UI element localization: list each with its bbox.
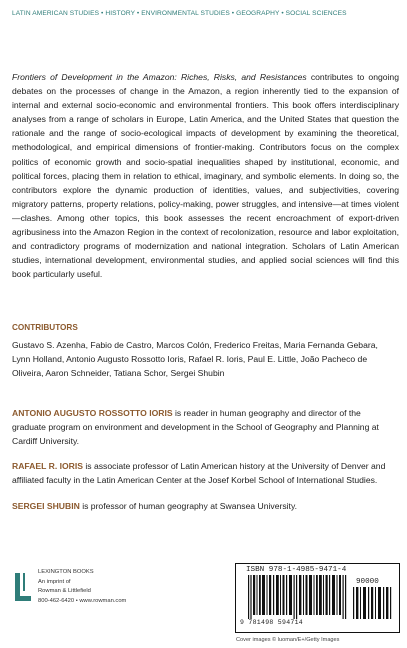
ean-barcode-icon bbox=[248, 575, 348, 619]
bio-text: is professor of human geography at Swansea University. bbox=[79, 501, 297, 511]
price-barcode-icon bbox=[353, 587, 393, 619]
publisher-contact: 800-462-6420 • www.rowman.com bbox=[38, 597, 127, 604]
bio-text: is associate professor of Latin American history at the University of Denver and affiliated faculty in the Latin American Center at the Josef Korbel School of International Studies. bbox=[12, 461, 386, 485]
cover-credit: Cover images © luoman/E+/Getty Images bbox=[236, 637, 340, 643]
publisher-parent: Rowman & Littlefield bbox=[38, 588, 91, 595]
contributors-heading: CONTRIBUTORS bbox=[12, 323, 78, 332]
description-body: contributes to ongoing debates on the processes of change in the Amazon, a region inherently tied to the expansion of internal and external socio-economic and environmental frontiers. This book offers interdisciplinary analyses from a range of scholars in Europe, Latin America, and the United States that question the rationale and the range of socio-ecological impacts of development by examining the theoretical, methodological, and empirical dimensions of frontier-making. Contributors focus on the complex politics of economic growth and socio-spatial inequalities shaped by institutional, economic, and political forces, placing them in relation to ethical, imaginary, and symbolic elements. In doing so, the contributors explore the dynamic production of identities, values, and subjectivities, covering migratory patterns, property relations, policy-making, power struggles, and intensive—at times violent—clashes. Among other topics, this book assesses the recent encroachment of export-driven agribusiness into the Amazon Region in the context of recolonization, resource and labor exploitation, and contradictory programs of modernization and national integration. Scholars of Latin American studies, international development, environmental studies, and applied social sciences will find this book particularly useful. bbox=[12, 72, 399, 280]
contributors-list: Gustavo S. Azenha, Fabio de Castro, Marcos Colón, Frederico Freitas, Maria Fernanda Gebara, Lynn Holland, Antonio Augusto Rossotto Ioris, Rafael R. Ioris, Paul E. Little, João Pacheco de Oliveira, Aaron Schneider, Tatiana Schor, Sergei Shubin bbox=[12, 340, 378, 378]
bio-name: ANTONIO AUGUSTO ROSSOTTO IORIS bbox=[12, 408, 173, 418]
bio-text: is reader in human geography and director of the graduate program on environment and development in the School of Geography and Planning at Cardiff University. bbox=[12, 408, 379, 446]
lexington-logo-icon bbox=[12, 571, 34, 605]
publisher-imprint: An imprint of bbox=[38, 578, 71, 585]
bio-name: RAFAEL R. IORIS bbox=[12, 461, 83, 471]
publisher-text bbox=[38, 568, 126, 606]
publisher-block bbox=[12, 568, 182, 618]
book-title: Frontiers of Development in the Amazon: Riches, Risks, and Resistances bbox=[12, 72, 307, 82]
isbn-label: ISBN 978-1-4985-9471-4 bbox=[246, 566, 347, 574]
publisher-name: LEXINGTON BOOKS bbox=[38, 569, 94, 575]
isbn-barcode bbox=[235, 563, 400, 633]
bio-name: SERGEI SHUBIN bbox=[12, 501, 80, 511]
price-code: 90000 bbox=[356, 578, 379, 586]
bio-sergei-shubin bbox=[12, 499, 397, 513]
subject-categories: LATIN AMERICAN STUDIES • HISTORY • ENVIRONMENTAL STUDIES • GEOGRAPHY • SOCIAL SCIENCES bbox=[12, 10, 347, 17]
bio-rafael-ioris bbox=[12, 459, 397, 487]
book-description bbox=[12, 70, 399, 281]
barcode-digits: 9 781498 594714 bbox=[240, 619, 304, 626]
bio-antonio-ioris bbox=[12, 406, 397, 448]
